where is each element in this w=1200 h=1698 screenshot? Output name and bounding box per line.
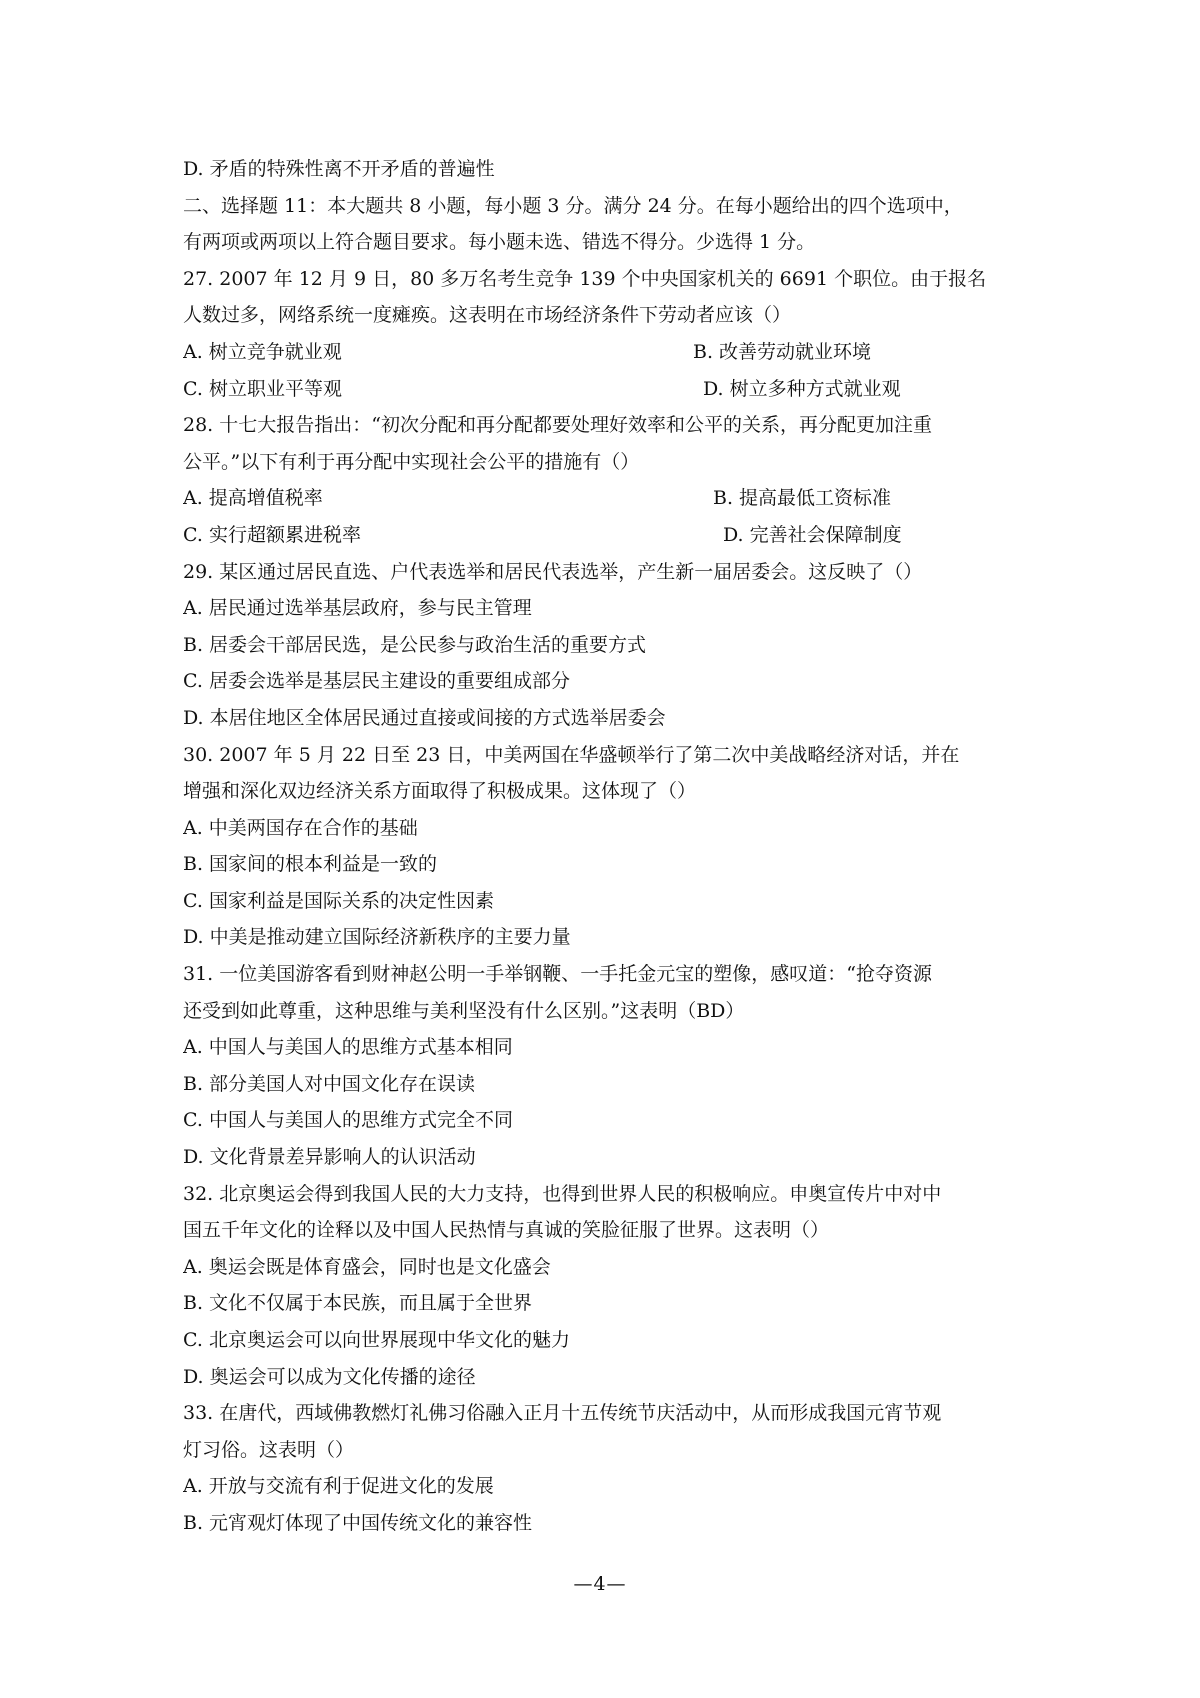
q32-stem-line1: 32. 北京奥运会得到我国人民的大力支持，也得到世界人民的积极响应。申奥宣传片中对中	[183, 1182, 942, 1205]
q28-stem-line1: 28. 十七大报告指出：“初次分配和再分配都要处理好效率和公平的关系，再分配更加注重	[183, 414, 932, 437]
q30-option-b: B. 国家间的根本利益是一致的	[183, 853, 438, 876]
q27-option-d: D. 树立多种方式就业观	[703, 377, 901, 400]
q31-option-d: D. 文化背景差异影响人的认识活动	[183, 1146, 476, 1169]
q32-stem-line2: 国五千年文化的诠释以及中国人民热情与真诚的笑脸征服了世界。这表明（）	[183, 1219, 830, 1242]
q32-option-d: D. 奥运会可以成为文化传播的途径	[183, 1365, 476, 1388]
q28-options-row1	[183, 480, 1033, 517]
q28-option-c: C. 实行超额累进税率	[183, 523, 361, 546]
q26-option-d: D. 矛盾的特殊性离不开矛盾的普遍性	[183, 158, 495, 180]
q28-option-d: D. 完善社会保障制度	[723, 523, 902, 546]
q27-option-c: C. 树立职业平等观	[183, 377, 342, 400]
q32-option-c: C. 北京奥运会可以向世界展现中华文化的魅力	[183, 1329, 570, 1351]
q32-option-b: B. 文化不仅属于本民族，而且属于全世界	[183, 1292, 533, 1315]
q29-option-a: A. 居民通过选举基层政府，参与民主管理	[183, 597, 532, 620]
q27-stem-line1: 27. 2007 年 12 月 9 日，80 多万名考生竞争 139 个中央国家机关的 6691 个职位。由于报名	[183, 267, 987, 290]
page-number: —4—	[573, 1573, 627, 1595]
q27-option-b: B. 改善劳动就业环境	[693, 340, 872, 363]
q30-option-d: D. 中美是推动建立国际经济新秩序的主要力量	[183, 926, 571, 949]
q29-option-b: B. 居委会干部居民选，是公民参与政治生活的重要方式	[183, 633, 647, 656]
q27-options-row2	[183, 371, 1033, 408]
q28-option-b: B. 提高最低工资标准	[713, 487, 892, 510]
q31-option-b: B. 部分美国人对中国文化存在误读	[183, 1072, 476, 1095]
q33-stem-line2: 灯习俗。这表明（）	[183, 1438, 355, 1461]
q31-option-a: A. 中国人与美国人的思维方式基本相同	[183, 1036, 513, 1059]
exam-page-body	[183, 151, 1033, 1542]
q30-option-a: A. 中美两国存在合作的基础	[183, 816, 418, 839]
q31-stem-line1: 31. 一位美国游客看到财神赵公明一手举钢鞭、一手托金元宝的塑像，感叹道：“抢夺资源	[183, 963, 932, 986]
q27-stem-line2: 人数过多，网络系统一度瘫痪。这表明在市场经济条件下劳动者应该（）	[183, 304, 792, 327]
q28-option-a: A. 提高增值税率	[183, 487, 323, 510]
q33-option-a: A. 开放与交流有利于促进文化的发展	[183, 1475, 494, 1498]
q31-stem-line2: 还受到如此尊重，这种思维与美利坚没有什么区别。”这表明（BD）	[183, 999, 745, 1022]
q28-stem-line2: 公平。”以下有利于再分配中实现社会公平的措施有（）	[183, 450, 640, 473]
section2-instructions-line1: 二、选择题 11：本大题共 8 小题，每小题 3 分。满分 24 分。在每小题给出的四个选项中，	[183, 194, 963, 217]
q29-option-d: D. 本居住地区全体居民通过直接或间接的方式选举居委会	[183, 706, 666, 729]
q30-stem-line1: 30. 2007 年 5 月 22 日至 23 日，中美两国在华盛顿举行了第二次中美战略经济对话，并在	[183, 743, 960, 766]
q27-option-a: A. 树立竞争就业观	[183, 340, 342, 363]
q32-option-a: A. 奥运会既是体育盛会，同时也是文化盛会	[183, 1255, 551, 1278]
section2-instructions-line2: 有两项或两项以上符合题目要求。每小题未选、错选不得分。少选得 1 分。	[183, 231, 816, 254]
q33-option-b: B. 元宵观灯体现了中国传统文化的兼容性	[183, 1511, 533, 1534]
q31-option-c: C. 中国人与美国人的思维方式完全不同	[183, 1109, 513, 1132]
q30-stem-line2: 增强和深化双边经济关系方面取得了积极成果。这体现了（）	[183, 780, 697, 803]
q33-stem-line1: 33. 在唐代，西域佛教燃灯礼佛习俗融入正月十五传统节庆活动中，从而形成我国元宵节观	[183, 1402, 942, 1425]
q30-option-c: C. 国家利益是国际关系的决定性因素	[183, 889, 494, 912]
q27-options-row1	[183, 334, 1033, 371]
q29-option-c: C. 居委会选举是基层民主建设的重要组成部分	[183, 670, 570, 693]
q29-stem: 29. 某区通过居民直选、户代表选举和居民代表选举，产生新一届居委会。这反映了（）	[183, 560, 923, 583]
q28-options-row2	[183, 517, 1033, 554]
